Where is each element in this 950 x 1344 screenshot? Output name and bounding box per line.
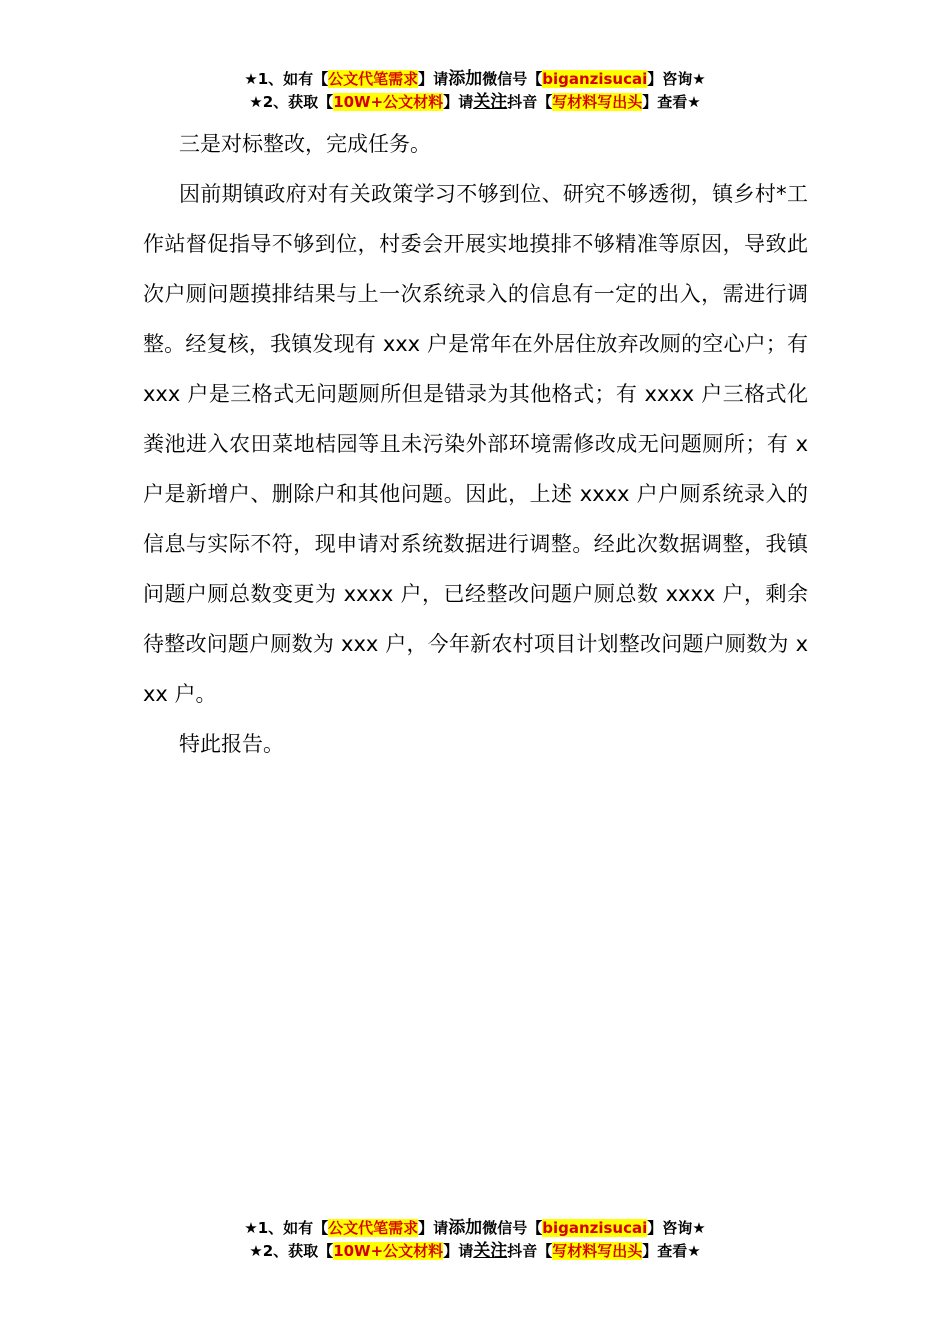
header-banner bbox=[0, 68, 950, 114]
star-icon: ★ bbox=[244, 70, 258, 88]
document-body bbox=[143, 119, 808, 769]
banner-text: 微信号【 bbox=[482, 1219, 543, 1237]
banner-text: 】咨询 bbox=[647, 70, 693, 88]
highlight-douyin-id: 写材料写出头 bbox=[552, 93, 643, 111]
banner-text: 微信号【 bbox=[482, 70, 543, 88]
star-icon: ★ bbox=[249, 93, 263, 111]
banner-text: 抖音【 bbox=[507, 93, 553, 111]
highlight-materials: 10W+公文材料 bbox=[333, 93, 444, 111]
banner-emphasis: 关注 bbox=[473, 1241, 508, 1261]
banner-text: 】咨询 bbox=[647, 1219, 693, 1237]
banner-text: 2、获取【 bbox=[262, 93, 334, 111]
banner-text: 】请 bbox=[443, 93, 474, 111]
banner-text: 1、如有【 bbox=[257, 1219, 329, 1237]
banner-text: 抖音【 bbox=[507, 1242, 553, 1260]
highlight-douyin-id: 写材料写出头 bbox=[552, 1242, 643, 1260]
banner-line-2 bbox=[0, 1240, 950, 1263]
banner-line-1 bbox=[0, 68, 950, 91]
banner-emphasis: 添加 bbox=[448, 1218, 483, 1238]
banner-line-2 bbox=[0, 91, 950, 114]
banner-emphasis: 添加 bbox=[448, 69, 483, 89]
star-icon: ★ bbox=[692, 1219, 706, 1237]
highlight-wechat-id: biganzisucai bbox=[542, 70, 648, 88]
star-icon: ★ bbox=[687, 93, 701, 111]
star-icon: ★ bbox=[249, 1242, 263, 1260]
paragraph-heading: 三是对标整改，完成任务。 bbox=[179, 132, 431, 156]
banner-text: 】请 bbox=[443, 1242, 474, 1260]
highlight-wechat-id: biganzisucai bbox=[542, 1219, 648, 1237]
footer-banner bbox=[0, 1217, 950, 1263]
banner-text: 】查看 bbox=[642, 93, 688, 111]
highlight-service: 公文代笔需求 bbox=[328, 70, 419, 88]
star-icon: ★ bbox=[244, 1219, 258, 1237]
banner-text: 】请 bbox=[418, 1219, 449, 1237]
highlight-materials: 10W+公文材料 bbox=[333, 1242, 444, 1260]
paragraph-body: 因前期镇政府对有关政策学习不够到位、研究不够透彻，镇乡村*工作站督促指导不够到位，村委会开展实地摸排不够精准等原因，导致此次户厕问题摸排结果与上一次系统录入的信息有一定的出入，需进行调整。经复核，我镇发现有 xxx 户是常年在外居住放弃改厕的空心户；有 xxx 户是三格式无问题厕所但是错录为其他格式；有 xxxx 户三格式化粪池进入农田菜地桔园等且未污染外部环境需修改成无问题厕所；有 x 户是新增户、删除户和其他问题。因此，上述 xxxx 户户厕系统录入的信息与实际不符，现申请对系统数据进行调整。经此次数据调整，我镇问题户厕总数变更为 xxxx 户，已经整改问题户厕总数 xxxx 户，剩余待整改问题户厕数为 xxx 户，今年新农村项目计划整改问题户厕数为 xxx 户。 bbox=[143, 182, 808, 706]
banner-text: 】请 bbox=[418, 70, 449, 88]
star-icon: ★ bbox=[692, 70, 706, 88]
star-icon: ★ bbox=[687, 1242, 701, 1260]
banner-text: 2、获取【 bbox=[262, 1242, 334, 1260]
banner-text: 1、如有【 bbox=[257, 70, 329, 88]
banner-text: 】查看 bbox=[642, 1242, 688, 1260]
banner-line-1 bbox=[0, 1217, 950, 1240]
paragraph-closing: 特此报告。 bbox=[179, 732, 284, 756]
banner-emphasis: 关注 bbox=[473, 92, 508, 112]
highlight-service: 公文代笔需求 bbox=[328, 1219, 419, 1237]
